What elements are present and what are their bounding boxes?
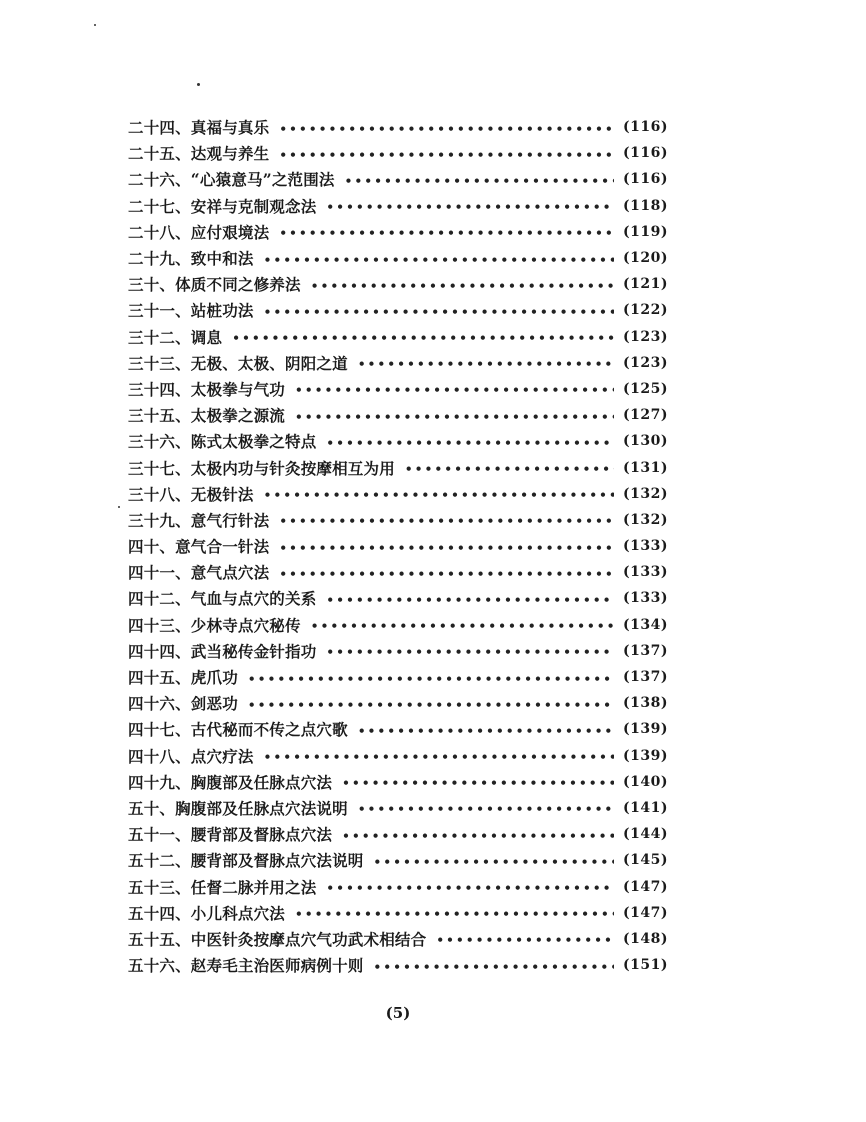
toc-entry-title: 四十二、气血与点穴的关系 — [128, 589, 317, 609]
toc-entry-title: 二十六、“心猿意马”之范围法 — [128, 170, 335, 190]
toc-entry-title: 四十六、剑恶功 — [128, 694, 238, 714]
toc-entry-title: 二十四、真福与真乐 — [128, 118, 270, 138]
dot-leader — [279, 512, 614, 527]
toc-entry-title: 四十七、古代秘而不传之点穴歌 — [128, 720, 348, 740]
dot-leader — [358, 800, 614, 815]
toc-entry-page: (122) — [623, 302, 668, 319]
toc-entry-title: 五十二、腰背部及督脉点穴法说明 — [128, 851, 364, 871]
toc-entry — [120, 900, 668, 926]
dot-leader — [326, 198, 614, 213]
toc-entry — [120, 140, 668, 166]
toc-entry-title: 四十、意气合一针法 — [128, 537, 270, 557]
toc-entry — [120, 481, 668, 507]
toc-entry-page: (116) — [623, 171, 668, 188]
toc-entry — [120, 847, 668, 873]
toc-entry — [120, 350, 668, 376]
toc-entry — [120, 585, 668, 611]
dot-leader — [342, 774, 614, 789]
toc-entry-page: (130) — [623, 433, 668, 450]
page-number: (5) — [385, 1004, 411, 1022]
toc-entry — [120, 245, 668, 271]
toc-entry-title: 三十、体质不同之修养法 — [128, 275, 301, 295]
toc-entry — [120, 193, 668, 219]
toc-entry — [120, 873, 668, 899]
toc-entry — [120, 402, 668, 428]
dot-leader — [295, 408, 614, 423]
dot-leader — [279, 146, 614, 161]
dot-leader — [279, 120, 614, 135]
dot-leader — [264, 303, 614, 318]
toc-entry — [120, 324, 668, 350]
toc-entry — [120, 638, 668, 664]
toc-entry-title: 四十一、意气点穴法 — [128, 563, 270, 583]
toc-entry-page: (134) — [623, 616, 668, 633]
toc-entry — [120, 297, 668, 323]
dot-leader — [345, 172, 614, 187]
dot-leader — [358, 722, 614, 737]
toc-entry-title: 四十九、胸腹部及任脉点穴法 — [128, 772, 333, 792]
toc-entry-title: 四十五、虎爪功 — [128, 668, 238, 688]
toc-entry — [120, 716, 668, 742]
toc-entry — [120, 219, 668, 245]
dot-leader — [295, 905, 614, 920]
toc-entry-title: 三十三、无极、太极、阴阳之道 — [128, 353, 348, 373]
dot-leader — [295, 381, 614, 396]
dot-leader — [326, 591, 614, 606]
toc-entry — [120, 166, 668, 192]
toc-entry-title: 二十九、致中和法 — [128, 249, 254, 269]
toc-entry-title: 三十一、站桩功法 — [128, 301, 254, 321]
toc-entry-page: (118) — [623, 197, 668, 214]
toc-entry — [120, 690, 668, 716]
dot-leader — [311, 617, 614, 632]
toc-entry — [120, 795, 668, 821]
toc-entry-page: (127) — [623, 407, 668, 424]
dot-leader — [248, 696, 614, 711]
toc-entry — [120, 428, 668, 454]
dot-leader — [279, 539, 614, 554]
toc-entry — [120, 114, 668, 140]
dot-leader — [279, 565, 614, 580]
toc-entry-page: (125) — [623, 380, 668, 397]
toc-entry-title: 二十八、应付艰境法 — [128, 222, 270, 242]
toc-entry — [120, 743, 668, 769]
toc-entry-page: (137) — [623, 669, 668, 686]
toc-entry — [120, 612, 668, 638]
toc-entry-page: (141) — [623, 799, 668, 816]
dot-leader — [436, 931, 614, 946]
dot-leader — [326, 879, 614, 894]
toc-entry-title: 三十四、太极拳与气功 — [128, 379, 286, 399]
toc-entry-title: 四十三、少林寺点穴秘传 — [128, 615, 301, 635]
toc-entry-title: 三十八、无极针法 — [128, 484, 254, 504]
toc-entry-page: (148) — [623, 930, 668, 947]
table-of-contents — [120, 114, 668, 978]
toc-entry — [120, 507, 668, 533]
toc-entry-title: 四十八、点穴疗法 — [128, 746, 254, 766]
toc-entry-page: (144) — [623, 826, 668, 843]
toc-entry — [120, 376, 668, 402]
toc-entry-page: (123) — [623, 354, 668, 371]
toc-entry-title: 三十五、太极拳之源流 — [128, 406, 286, 426]
toc-entry-page: (119) — [623, 223, 668, 240]
toc-entry — [120, 926, 668, 952]
dot-leader — [374, 958, 614, 973]
toc-entry-page: (116) — [623, 145, 668, 162]
toc-entry-page: (138) — [623, 695, 668, 712]
toc-entry-page: (133) — [623, 590, 668, 607]
toc-entry-page: (147) — [623, 904, 668, 921]
ink-speck — [94, 24, 96, 26]
dot-leader — [232, 329, 614, 344]
dot-leader — [358, 355, 614, 370]
toc-entry — [120, 559, 668, 585]
toc-entry-title: 五十五、中医针灸按摩点穴气功武术相结合 — [128, 929, 427, 949]
dot-leader — [248, 670, 614, 685]
toc-entry-title: 三十二、调息 — [128, 327, 223, 347]
toc-entry-title: 三十六、陈式太极拳之特点 — [128, 432, 317, 452]
toc-entry-page: (121) — [623, 276, 668, 293]
toc-entry-title: 二十五、达观与养生 — [128, 144, 270, 164]
toc-entry-page: (120) — [623, 250, 668, 267]
toc-entry — [120, 952, 668, 978]
toc-entry-page: (139) — [623, 747, 668, 764]
dot-leader — [342, 827, 614, 842]
toc-entry-title: 五十一、腰背部及督脉点穴法 — [128, 825, 333, 845]
toc-entry-page: (133) — [623, 564, 668, 581]
toc-entry-page: (116) — [623, 119, 668, 136]
toc-entry-page: (145) — [623, 852, 668, 869]
toc-entry-title: 三十七、太极内功与针灸按摩相互为用 — [128, 458, 395, 478]
toc-entry-title: 四十四、武当秘传金针指功 — [128, 641, 317, 661]
dot-leader — [374, 853, 614, 868]
toc-entry — [120, 821, 668, 847]
toc-entry — [120, 454, 668, 480]
dot-leader — [264, 251, 614, 266]
toc-entry-page: (139) — [623, 721, 668, 738]
toc-entry-page: (123) — [623, 328, 668, 345]
toc-entry-page: (147) — [623, 878, 668, 895]
toc-entry-title: 五十、胸腹部及任脉点穴法说明 — [128, 798, 348, 818]
toc-entry-page: (132) — [623, 485, 668, 502]
toc-entry-title: 五十六、赵寿毛主治医师病例十则 — [128, 956, 364, 976]
dot-leader — [326, 434, 614, 449]
toc-entry — [120, 271, 668, 297]
toc-entry-page: (131) — [623, 459, 668, 476]
toc-entry-title: 三十九、意气行针法 — [128, 510, 270, 530]
toc-entry-page: (133) — [623, 538, 668, 555]
toc-entry — [120, 664, 668, 690]
dot-leader — [264, 486, 614, 501]
toc-entry-page: (137) — [623, 642, 668, 659]
toc-entry-title: 五十四、小儿科点穴法 — [128, 903, 286, 923]
toc-entry — [120, 533, 668, 559]
dot-leader — [279, 224, 614, 239]
toc-entry-title: 二十七、安祥与克制观念法 — [128, 196, 317, 216]
toc-entry-page: (140) — [623, 773, 668, 790]
dot-leader — [264, 748, 614, 763]
toc-entry-title: 五十三、任督二脉并用之法 — [128, 877, 317, 897]
toc-entry-page: (132) — [623, 511, 668, 528]
dot-leader — [405, 460, 614, 475]
ink-speck — [197, 83, 200, 86]
toc-entry-page: (151) — [623, 957, 668, 974]
toc-entry — [120, 769, 668, 795]
dot-leader — [326, 643, 614, 658]
dot-leader — [311, 277, 614, 292]
